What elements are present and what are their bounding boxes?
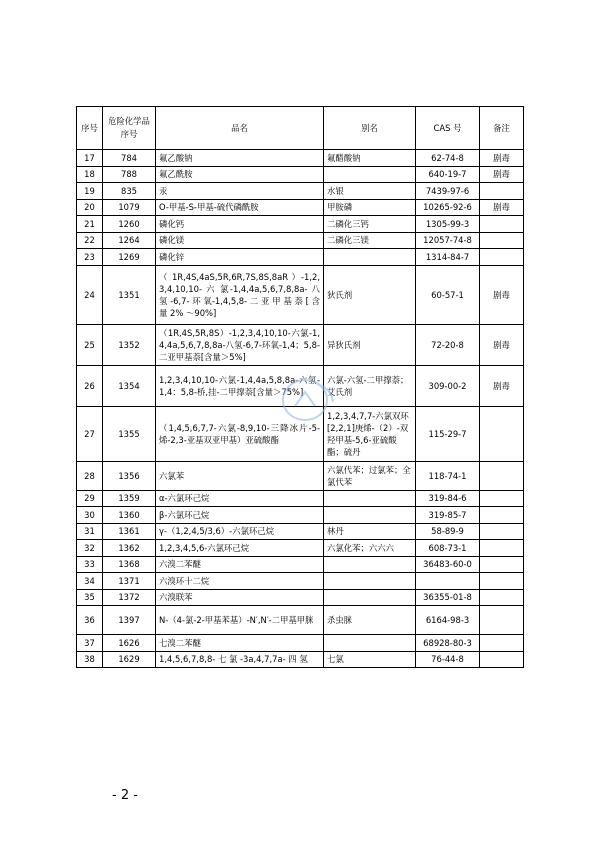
cell-alias xyxy=(324,635,416,652)
cell-alias xyxy=(324,507,416,524)
table-row xyxy=(77,199,524,216)
table-row xyxy=(77,490,524,507)
cell-cas: 36483-60-0 xyxy=(416,556,480,573)
cell-alias: 水银 xyxy=(324,183,416,200)
cell-cat-seq: 1079 xyxy=(103,199,156,216)
cell-cas: 319-84-6 xyxy=(416,490,480,507)
cell-cat-seq: 1264 xyxy=(103,232,156,249)
cell-name: 1,2,3,4,10,10-六氯-1,4,4a,5,8,8a-六氢-1,4：5,8-桥,挂-二甲撑萘[含量＞75%] xyxy=(156,365,324,406)
cell-seq: 17 xyxy=(77,150,103,167)
cell-seq: 26 xyxy=(77,365,103,406)
cell-remark: 剧毒 xyxy=(480,265,524,324)
cell-cas: 58-89-9 xyxy=(416,523,480,540)
cell-remark xyxy=(480,490,524,507)
cell-seq: 31 xyxy=(77,523,103,540)
cell-alias xyxy=(324,249,416,266)
cell-cat-seq: 784 xyxy=(103,150,156,167)
page-number: - 2 - xyxy=(112,788,138,803)
cell-name: 六溴环十二烷 xyxy=(156,573,324,590)
cell-name: β-六氯环己烷 xyxy=(156,507,324,524)
cell-alias: 异狄氏剂 xyxy=(324,324,416,365)
header-cat-seq: 危险化学品序号 xyxy=(103,107,156,150)
cell-name: （ 1R,4S,4aS,5R,6R,7S,8S,8aR ）-1,2,3,4,10,10- 六 氯-1,4,4a,5,6,7,8,8a- 八 氢 -6,7- 环 氧-1,4,5,8- 二 亚 甲 基 萘 [ 含 量 2% ～90%] xyxy=(156,265,324,324)
cell-alias: 二磷化三镁 xyxy=(324,232,416,249)
table-row xyxy=(77,150,524,167)
table-row xyxy=(77,265,524,324)
cell-cat-seq: 1351 xyxy=(103,265,156,324)
cell-cas: 68928-80-3 xyxy=(416,635,480,652)
cell-seq: 20 xyxy=(77,199,103,216)
cell-cas: 12057-74-8 xyxy=(416,232,480,249)
cell-alias: 林丹 xyxy=(324,523,416,540)
table-row xyxy=(77,589,524,606)
cell-seq: 24 xyxy=(77,265,103,324)
cell-seq: 21 xyxy=(77,216,103,233)
cell-cat-seq: 1361 xyxy=(103,523,156,540)
cell-cas: 7439-97-6 xyxy=(416,183,480,200)
cell-remark xyxy=(480,249,524,266)
cell-remark xyxy=(480,507,524,524)
cell-alias xyxy=(324,573,416,590)
table-row xyxy=(77,216,524,233)
cell-remark xyxy=(480,523,524,540)
cell-remark xyxy=(480,216,524,233)
cell-remark xyxy=(480,573,524,590)
cell-cas: 10265-92-6 xyxy=(416,199,480,216)
cell-alias: 六氯-六氢-二甲撑萘；艾氏剂 xyxy=(324,365,416,406)
cell-cas: 1314-84-7 xyxy=(416,249,480,266)
cell-remark: 剧毒 xyxy=(480,199,524,216)
cell-alias xyxy=(324,589,416,606)
cell-name: 氟乙酸钠 xyxy=(156,150,324,167)
cell-seq: 28 xyxy=(77,461,103,490)
cell-seq: 36 xyxy=(77,606,103,635)
cell-cas: 118-74-1 xyxy=(416,461,480,490)
cell-name: 汞 xyxy=(156,183,324,200)
cell-seq: 38 xyxy=(77,651,103,668)
cell-cat-seq: 1354 xyxy=(103,365,156,406)
cell-seq: 37 xyxy=(77,635,103,652)
cell-cas: 76-44-8 xyxy=(416,651,480,668)
cell-name: N-（4-氯-2-甲基苯基）-N′,N′-二甲基甲脒 xyxy=(156,606,324,635)
header-seq: 序号 xyxy=(77,107,103,150)
cell-remark: 剧毒 xyxy=(480,166,524,183)
cell-seq: 25 xyxy=(77,324,103,365)
cell-cas: 72-20-8 xyxy=(416,324,480,365)
header-cas: CAS 号 xyxy=(416,107,480,150)
cell-seq: 30 xyxy=(77,507,103,524)
cell-cat-seq: 1359 xyxy=(103,490,156,507)
table-row xyxy=(77,556,524,573)
table-row xyxy=(77,651,524,668)
cell-seq: 29 xyxy=(77,490,103,507)
watermark-logo xyxy=(277,370,347,430)
cell-remark xyxy=(480,461,524,490)
cell-remark xyxy=(480,540,524,557)
cell-name: （1R,4S,5R,8S）-1,2,3,4,10,10-六氯-1,4,4a,5,6,7,8,8a-八氢-6,7-环氧-1,4；5,8-二亚甲基萘[含量＞5%] xyxy=(156,324,324,365)
cell-cas: 1305-99-3 xyxy=(416,216,480,233)
cell-cas xyxy=(416,573,480,590)
cell-remark xyxy=(480,635,524,652)
cell-seq: 33 xyxy=(77,556,103,573)
cell-alias: 六氯化苯；六六六 xyxy=(324,540,416,557)
cell-cas: 62-74-8 xyxy=(416,150,480,167)
table-row xyxy=(77,232,524,249)
cell-alias xyxy=(324,166,416,183)
cell-cat-seq: 1355 xyxy=(103,406,156,461)
table-row xyxy=(77,461,524,490)
table-header-row xyxy=(77,107,524,150)
cell-remark xyxy=(480,606,524,635)
cell-remark: 剧毒 xyxy=(480,365,524,406)
table-row xyxy=(77,606,524,635)
cell-remark xyxy=(480,183,524,200)
cell-cas: 6164-98-3 xyxy=(416,606,480,635)
cell-name: α-六氯环己烷 xyxy=(156,490,324,507)
cell-name: 1,2,3,4,5,6-六氯环己烷 xyxy=(156,540,324,557)
cell-name: 七溴二苯醚 xyxy=(156,635,324,652)
cell-alias: 狄氏剂 xyxy=(324,265,416,324)
cell-name: （1,4,5,6,7,7-六氯-8,9,10-三降冰片-5-烯-2,3-亚基双亚甲基）亚硫酸酯 xyxy=(156,406,324,461)
cell-alias: 六氯代苯；过氯苯；全氯代苯 xyxy=(324,461,416,490)
cell-cat-seq: 1352 xyxy=(103,324,156,365)
cell-remark xyxy=(480,589,524,606)
header-alias: 别名 xyxy=(324,107,416,150)
cell-seq: 27 xyxy=(77,406,103,461)
cell-name: 磷化钙 xyxy=(156,216,324,233)
cell-cat-seq: 1269 xyxy=(103,249,156,266)
cell-cat-seq: 835 xyxy=(103,183,156,200)
cell-cas: 115-29-7 xyxy=(416,406,480,461)
cell-cas: 319-85-7 xyxy=(416,507,480,524)
cell-seq: 35 xyxy=(77,589,103,606)
cell-cat-seq: 788 xyxy=(103,166,156,183)
cell-name: γ-（1,2,4,5/3,6）-六氯环己烷 xyxy=(156,523,324,540)
cell-cas: 640-19-7 xyxy=(416,166,480,183)
cell-cas: 60-57-1 xyxy=(416,265,480,324)
header-remark: 备注 xyxy=(480,107,524,150)
cell-remark: 剧毒 xyxy=(480,150,524,167)
cell-name: 氟乙酰胺 xyxy=(156,166,324,183)
table-row xyxy=(77,573,524,590)
cell-cat-seq: 1629 xyxy=(103,651,156,668)
cell-alias: 1,2,3,4,7,7-六氯双环[2,2,1]庚烯-（2）-双羟甲基-5,6-亚硫酸酯；硫丹 xyxy=(324,406,416,461)
table-row xyxy=(77,507,524,524)
cell-cas: 608-73-1 xyxy=(416,540,480,557)
cell-cat-seq: 1397 xyxy=(103,606,156,635)
cell-name: O-甲基-S-甲基-硫代磷酰胺 xyxy=(156,199,324,216)
table-row xyxy=(77,324,524,365)
cell-cat-seq: 1356 xyxy=(103,461,156,490)
cell-name: 磷化锌 xyxy=(156,249,324,266)
cell-alias xyxy=(324,556,416,573)
cell-remark xyxy=(480,556,524,573)
cell-cat-seq: 1260 xyxy=(103,216,156,233)
table-row xyxy=(77,523,524,540)
table-row xyxy=(77,635,524,652)
cell-cat-seq: 1371 xyxy=(103,573,156,590)
cell-seq: 22 xyxy=(77,232,103,249)
cell-remark xyxy=(480,406,524,461)
cell-seq: 18 xyxy=(77,166,103,183)
cell-cat-seq: 1368 xyxy=(103,556,156,573)
cell-alias: 氟醋酸钠 xyxy=(324,150,416,167)
cell-alias xyxy=(324,490,416,507)
cell-remark xyxy=(480,651,524,668)
table-row xyxy=(77,183,524,200)
cell-cas: 36355-01-8 xyxy=(416,589,480,606)
cell-seq: 23 xyxy=(77,249,103,266)
cell-alias: 甲胺磷 xyxy=(324,199,416,216)
cell-seq: 34 xyxy=(77,573,103,590)
cell-remark xyxy=(480,232,524,249)
cell-name: 磷化镁 xyxy=(156,232,324,249)
cell-alias: 七氯 xyxy=(324,651,416,668)
cell-cas: 309-00-2 xyxy=(416,365,480,406)
table-row xyxy=(77,540,524,557)
cell-alias: 杀虫脒 xyxy=(324,606,416,635)
header-name: 品名 xyxy=(156,107,324,150)
cell-seq: 19 xyxy=(77,183,103,200)
cell-name: 六氯苯 xyxy=(156,461,324,490)
cell-name: 1,4,5,6,7,8,8- 七 氯 -3a,4,7,7a- 四 氢 xyxy=(156,651,324,668)
cell-cat-seq: 1362 xyxy=(103,540,156,557)
cell-name: 六溴联苯 xyxy=(156,589,324,606)
cell-cat-seq: 1626 xyxy=(103,635,156,652)
cell-name: 六溴二苯醚 xyxy=(156,556,324,573)
cell-cat-seq: 1372 xyxy=(103,589,156,606)
cell-cat-seq: 1360 xyxy=(103,507,156,524)
cell-seq: 32 xyxy=(77,540,103,557)
cell-alias: 二磷化三钙 xyxy=(324,216,416,233)
table-row xyxy=(77,249,524,266)
table-row xyxy=(77,166,524,183)
cell-remark: 剧毒 xyxy=(480,324,524,365)
